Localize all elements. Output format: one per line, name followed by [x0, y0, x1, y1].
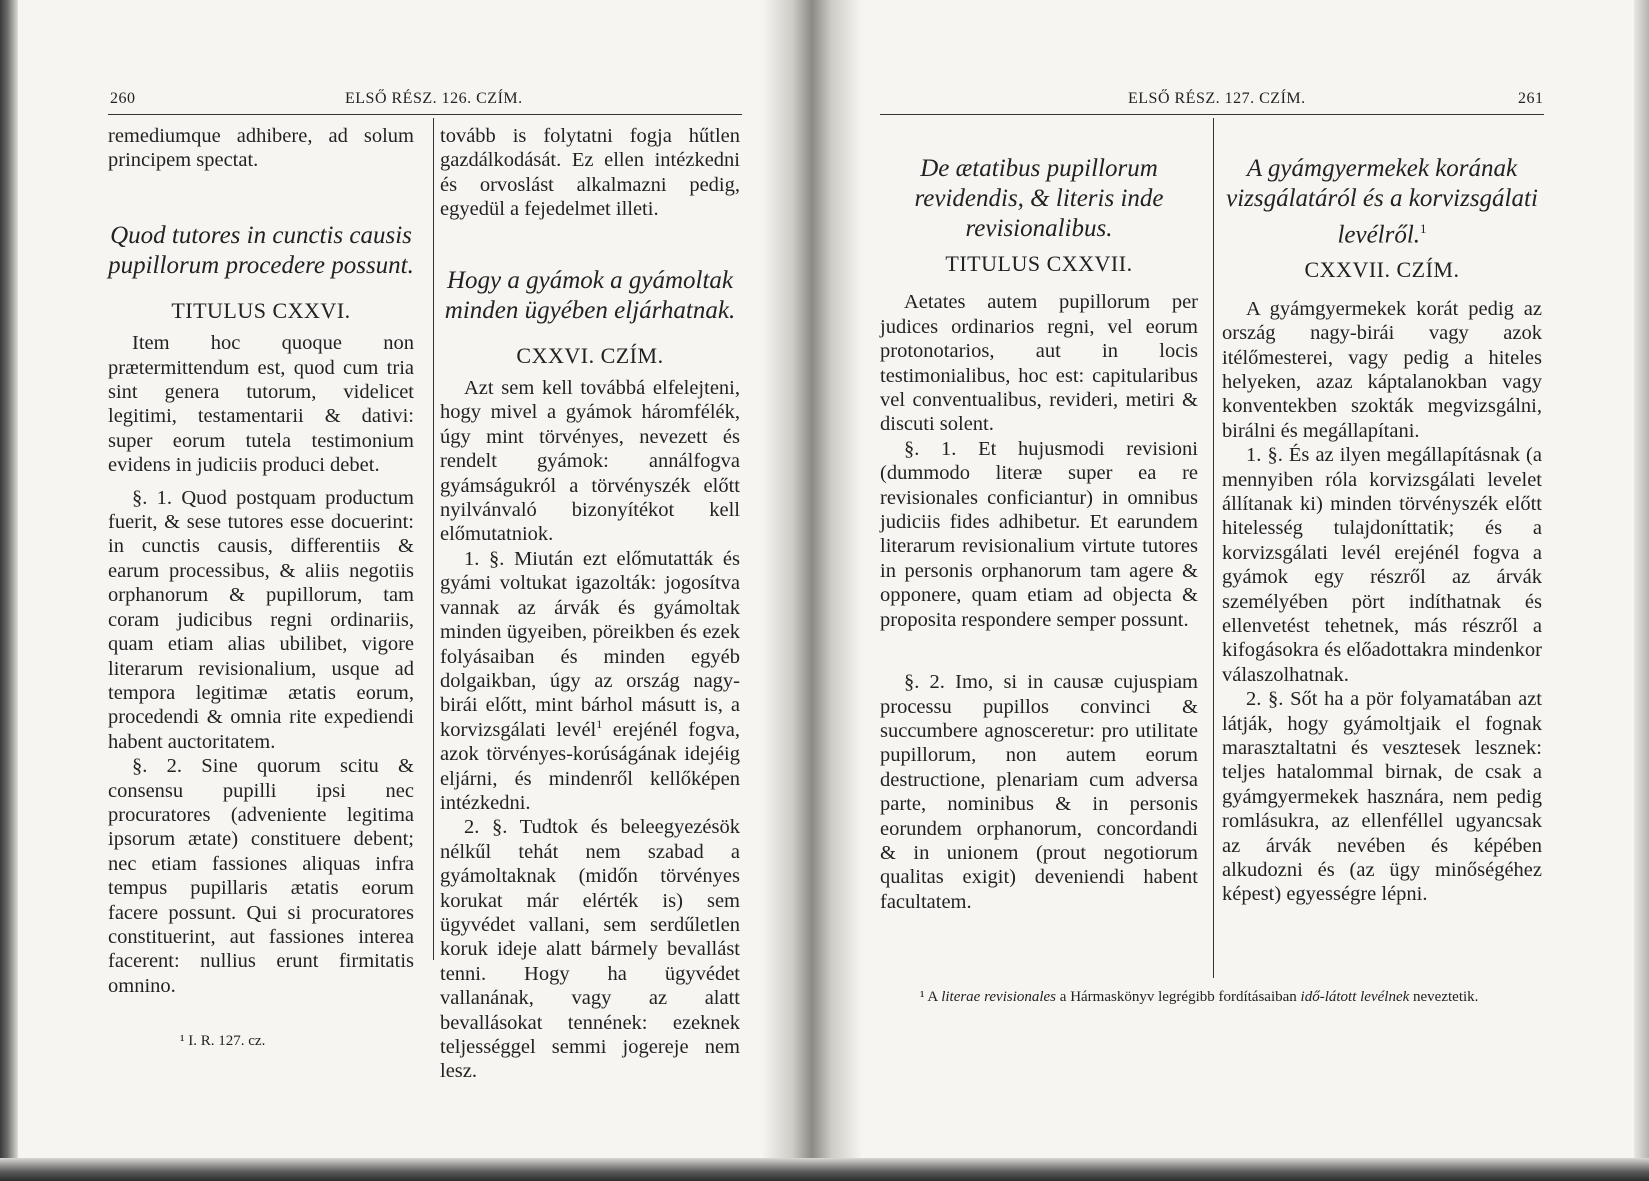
latin-title-127: De ætatibus pupillorum revidendis, & literis inde revisionalibus. [914, 155, 1164, 242]
hungarian-opening: tovább is folytatni fogja hűtlen gazdálkodását. Ez ellen intézkedni és orvoslást alkalmazni pedig, egyedül a fejedelmet illeti. [440, 125, 740, 221]
latin-titulus: TITULUS CXXVI. [171, 297, 351, 323]
left-column-divider [433, 118, 434, 960]
latin-127-para-intro: Aetates autem pupillorum per judices ordinarios regni, vel eorum protonotarios, aut in locis testimonialibus, hoc est: capitularibus vel conventualibus, revideri, metiri & discuti solent. [880, 291, 1198, 436]
right-hungarian-column [1222, 154, 1542, 907]
right-page-number: 261 [1518, 90, 1544, 107]
hungarian-title: Hogy a gyámok a gyámoltak minden ügyében eljárhatnak. [444, 266, 736, 324]
hungarian-cim: CXXVI. CZÍM. [516, 342, 664, 368]
left-latin-column [108, 124, 414, 998]
latin-para-intro: Item hoc quoque non prætermittendum est, quod cum tria sint genera tutorum, videlicet legitimi, testamentarii & dativi: super eorum tutela testimonium evidens in judiciis produci debet. [108, 332, 414, 477]
hungarian-title-127-text: A gyámgyermekek korának vizsgálatáról és a korvizsgálati levélről. [1226, 155, 1538, 249]
left-hungarian-column [440, 124, 740, 1084]
latin-titulus-127: TITULUS CXXVII. [945, 251, 1133, 276]
hungarian-title-127 [1222, 154, 1542, 250]
hungarian-para-1 [440, 547, 740, 815]
hungarian-127-para-intro: A gyámgyermekek korát pedig az ország nagy-birái vagy azok itélőmesterei, vagy pedig a hiteles helyeken, azaz káptalanokban vagy konventekben szokták megvizsgálni, birálni és megállapítani. [1222, 297, 1542, 442]
right-footnote-pre: A [924, 989, 942, 1005]
hungarian-127-para-2: 2. §. Sőt ha a pör folyamatában azt látják, hogy gyámoltjaik el fognak marasztaltatni és vesztesek lesznek: teljes hatalommal birnak, de csak a gyámgyermekek hasznára, nem pedig romlásukra, az ellenféllel ugyancsak az árvák nevében és képében alkudozni és (az ügy minőségéhez képest) egyességre lépni. [1222, 688, 1542, 906]
footnote-ref-marker: 1 [596, 716, 603, 731]
book-gutter [762, 0, 862, 1160]
right-column-divider [1213, 118, 1214, 978]
latin-127-para-1: §. 1. Et hujusmodi revisioni (dummodo literæ super ea re revisionales conficiantur) in omnibus judiciis fides adhibetur. Et earundem literarum revisionalium virtute tutores in personis orphanorum tam agere & opponere, quam etiam ad objecta & proposita respondere semper possunt. [880, 437, 1198, 631]
right-footnote-marker: ¹ [920, 989, 925, 1005]
hungarian-para-2: 2. §. Tudtok és beleegyezésök nélkűl tehát nem szabad a gyámoltaknak (midőn törvényes korukat már elérték is) sem ügyvédet vallani, sem serdűletlen koruk ideje alatt bármely bevallást tenni. Hogy ha ügyvédet vallanának, vagy az alatt bevallásokat tennének: ezeknek teljességgel semmi jogereje nem lesz. [440, 816, 740, 1083]
right-footnote [880, 988, 1540, 1006]
right-footnote-italic-1: literae revisionales [941, 989, 1057, 1005]
latin-127-para-2: §. 2. Imo, si in causæ cujuspiam processu pupillos convinci & succumbere agnosceretur: pro utilitate pupillorum, non autem eorum destructione, plenariam cum adversa parte, nominibus & in personis eorundem orphanorum, concordandi & in unionem (prout negotiorum qualitas exigit) deveniendi habent facultatem. [880, 671, 1198, 913]
hungarian-para-intro: Azt sem kell továbbá elfelejteni, hogy mivel a gyámok háromfélék, úgy mint törvényes, nevezett és rendelt gyámok: annálfogva gyámságukról a törvényszék előtt nyilvánvaló bizonyítékot kell előmutatniok. [440, 377, 740, 546]
book-right-edge [1634, 0, 1649, 1181]
book-left-edge-shadow [0, 0, 18, 1181]
left-running-head: ELSŐ RÉSZ. 126. CZÍM. [345, 90, 523, 107]
latin-para-2: §. 2. Sine quorum scitu & consensu pupilli ipsi nec procuratores (adveniente legitima ipsorum ætate) constituere debent; nec etiam fassiones aliquas infra tempus pupillaris ætatis eorum facere possunt. Qui si procuratores constituerint, aut fassiones interea facerent: nullius erunt firmitatis omnino. [108, 755, 414, 997]
hungarian-cim-127: CXXVII. CZÍM. [1304, 257, 1460, 283]
right-footnote-italic-2: idő-látott levélnek [1300, 989, 1410, 1005]
right-latin-column [880, 154, 1198, 914]
title-footnote-marker: 1 [1420, 221, 1427, 236]
right-footnote-post: neveztetik. [1409, 989, 1479, 1005]
left-page-number: 260 [110, 90, 136, 107]
latin-title: Quod tutores in cunctis causis pupillorum procedere possunt. [108, 221, 414, 279]
book-bottom-edge-shadow [0, 1158, 1649, 1181]
hungarian-127-para-1: 1. §. És az ilyen megállapításnak (a mennyiben róla korvizsgálati levelet állítanak ki) minden törvényszék előtt hitelesség tulajdoníttatik; és a korvizsgálati levél erejénél fogva a gyámok egy részről az árvák személyében pört indíthatnak és ellenvetést tehetnek, más részről a kifogásokra és előadottakra mindenkor válaszolhatnak. [1222, 444, 1542, 686]
hungarian-para-1-text-b: erejénél fogva, azok törvényes-korúságának idejéig eljárni, és mindenről kellőképen intézkedni. [440, 718, 740, 814]
right-running-head: ELSŐ RÉSZ. 127. CZÍM. [1128, 90, 1306, 107]
latin-opening: remediumque adhibere, ad solum principem spectat. [108, 125, 414, 172]
hungarian-para-1-text-a: 1. §. Miután ezt előmutatták és gyámi voltukat igazolták: jogosítva vannak az árvák és gyámoltak minden ügyeiben, pöreikben és ezek folyásaiban és minden egyéb dolgaikban, úgy az ország nagy-birái előtt, mint bárhol másutt is, a korvizsgálati levél [440, 547, 740, 741]
right-footnote-mid: a Hármaskönyv legrégibb fordításaiban [1056, 989, 1301, 1005]
left-footnote: ¹ I. R. 127. cz. [180, 1033, 266, 1049]
left-header-rule [108, 114, 742, 115]
right-header-rule [880, 114, 1544, 115]
latin-para-1: §. 1. Quod postquam productum fuerit, & sese tutores esse docuerint: in cunctis causis, differentiis & earum processibus, & aliis negotiis orphanorum & pupillorum, tam coram judicibus regni ordinariis, quam etiam alias ubilibet, vigore literarum revisionalium, usque ad tempora legitimæ ætatis eorum, procedendi & omnia rite expediendi habent auctoritatem. [108, 486, 414, 753]
